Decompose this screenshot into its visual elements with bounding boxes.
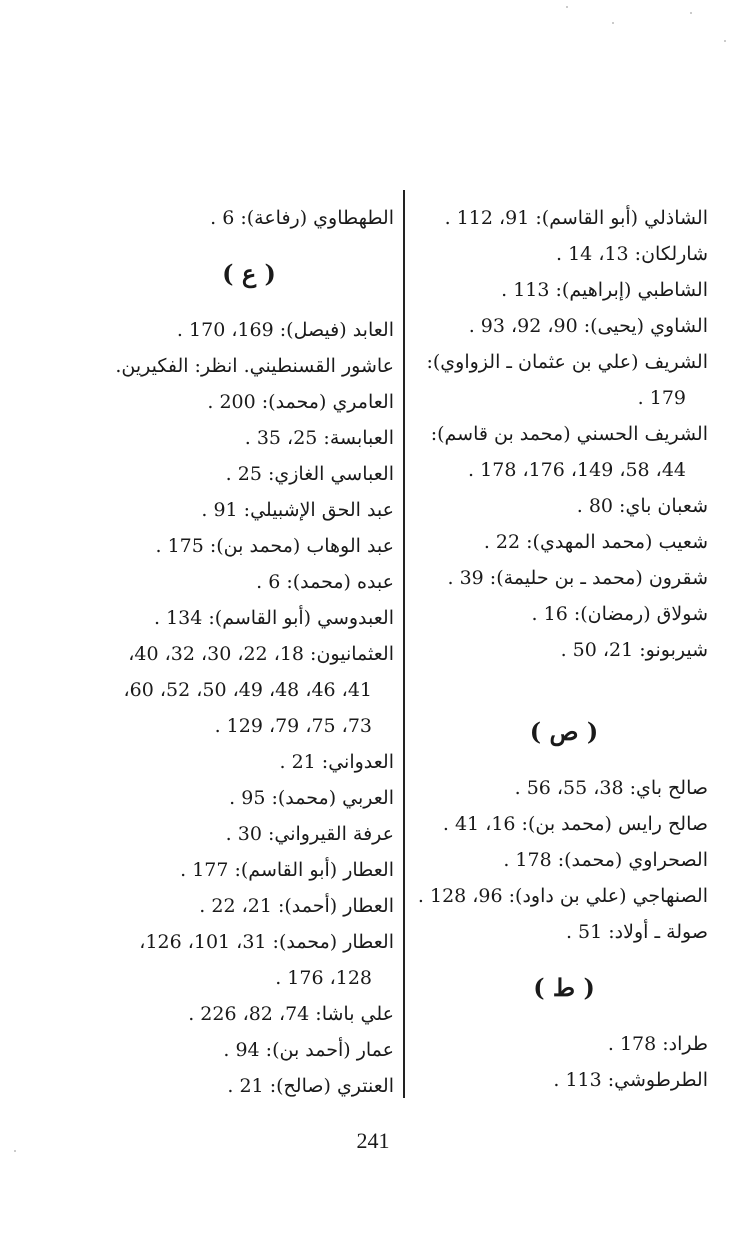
index-entry-line: الصنهاجي (علي بن داود): 96، 128 . <box>417 885 708 907</box>
index-entry-line: الطهطاوي (رفاعة): 6 . <box>210 207 394 229</box>
index-entry <box>104 600 394 636</box>
index-entry-line: العبابسة: 25، 35 . <box>244 427 394 449</box>
index-entry-line: العباسي الغازي: 25 . <box>225 463 394 485</box>
index-letter-heading: ( ص ) <box>529 717 599 746</box>
scan-speck <box>612 22 614 24</box>
index-entry <box>104 456 394 492</box>
index-entry <box>420 560 708 596</box>
index-entry <box>420 524 708 560</box>
index-column-left <box>104 200 394 1104</box>
index-entry-continuation: 44، 58، 149، 176، 178 . <box>468 459 686 481</box>
index-entry <box>104 744 394 780</box>
index-entry-line: شقرون (محمد ـ بن حليمة): 39 . <box>447 567 708 589</box>
index-entry <box>104 888 394 924</box>
index-entry-line: صالح باي: 38، 55، 56 . <box>514 777 708 799</box>
column-divider <box>403 190 405 1098</box>
index-entry <box>104 200 394 236</box>
index-entry-line: عاشور القسنطيني. انظر: الفكيرين. <box>115 355 394 377</box>
index-entry-line: العنتري (صالح): 21 . <box>227 1075 394 1097</box>
index-entry-line: الشاذلي (أبو القاسم): 91، 112 . <box>444 207 708 229</box>
index-entry-line: صولة ـ أولاد: 51 . <box>565 921 708 943</box>
index-entry <box>420 236 708 272</box>
index-entry-line: الشريف الحسني (محمد بن قاسم): <box>430 423 708 445</box>
index-entry-line: شولاق (رمضان): 16 . <box>531 603 708 625</box>
index-entry-line: العطار (أحمد): 21، 22 . <box>199 895 394 917</box>
index-entry <box>420 770 708 806</box>
index-letter-heading: ( ع ) <box>222 259 276 288</box>
index-entry-line: صالح رايس (محمد بن): 16، 41 . <box>442 813 708 835</box>
index-entry <box>104 1068 394 1104</box>
index-entry-line: شيربونو: 21، 50 . <box>560 639 708 661</box>
index-entry-continuation: 41، 46، 48، 49، 50، 52، 60، <box>123 679 372 701</box>
index-entry-line: العطار (محمد): 31، 101، 126، <box>139 931 394 953</box>
scan-speck <box>724 40 726 42</box>
scan-speck <box>14 1150 16 1152</box>
index-entry <box>420 632 708 668</box>
index-entry-line: شعبان باي: 80 . <box>576 495 708 517</box>
index-entry <box>420 1062 708 1098</box>
index-entry <box>104 780 394 816</box>
index-entry <box>104 312 394 348</box>
index-entry-line: الشريف (علي بن عثمان ـ الزواوي): <box>426 351 708 373</box>
index-letter-heading: ( ط ) <box>533 973 595 1002</box>
index-entry <box>104 852 394 888</box>
index-entry <box>104 564 394 600</box>
index-entry <box>104 420 394 456</box>
index-entry-line: العثمانيون: 18، 22، 30، 32، 40، <box>128 643 394 665</box>
index-entry <box>420 200 708 236</box>
scan-speck <box>690 12 692 14</box>
index-entry <box>420 806 708 842</box>
index-entry-line: الصحراوي (محمد): 178 . <box>503 849 708 871</box>
index-entry <box>420 596 708 632</box>
index-entry <box>104 996 394 1032</box>
index-entry-line: شارلكان: 13، 14 . <box>556 243 708 265</box>
index-entry <box>104 384 394 420</box>
index-entry <box>420 416 708 488</box>
index-entry-line: عبد الوهاب (محمد بن): 175 . <box>155 535 394 557</box>
index-entry-line: عبده (محمد): 6 . <box>256 571 394 593</box>
index-entry <box>420 1026 708 1062</box>
index-entry-line: شعيب (محمد المهدي): 22 . <box>483 531 708 553</box>
index-entry <box>104 1032 394 1068</box>
index-entry <box>104 528 394 564</box>
index-entry-line: العبدوسي (أبو القاسم): 134 . <box>154 607 394 629</box>
index-entry-line: عرفة القيرواني: 30 . <box>225 823 394 845</box>
index-entry-continuation: 128، 176 . <box>275 967 372 989</box>
index-entry-line: الطرطوشي: 113 . <box>553 1069 708 1091</box>
index-entry-line: العربي (محمد): 95 . <box>229 787 394 809</box>
index-entry-line: عبد الحق الإشبيلي: 91 . <box>201 499 394 521</box>
index-entry-line: العامري (محمد): 200 . <box>207 391 394 413</box>
index-entry <box>420 914 708 950</box>
index-entry <box>417 878 708 914</box>
index-entry-line: طراد: 178 . <box>607 1033 708 1055</box>
index-entry <box>420 488 708 524</box>
index-entry-continuation: 179 . <box>637 387 686 409</box>
index-column-right <box>417 200 708 1098</box>
index-entry-line: الشاطبي (إبراهيم): 113 . <box>501 279 708 301</box>
index-entry-line: عمار (أحمد بن): 94 . <box>223 1039 394 1061</box>
index-entry-line: العابد (فيصل): 169، 170 . <box>176 319 394 341</box>
index-entry-line: علي باشا: 74، 82، 226 . <box>188 1003 394 1025</box>
index-entry <box>104 924 394 996</box>
index-entry <box>420 344 708 416</box>
page-number: 241 <box>356 1128 390 1153</box>
index-entry <box>104 492 394 528</box>
index-entry-line: العدواني: 21 . <box>279 751 394 773</box>
index-entry <box>420 308 708 344</box>
index-entry-line: العطار (أبو القاسم): 177 . <box>180 859 394 881</box>
index-entry <box>104 348 394 384</box>
index-entry-line: الشاوي (يحيى): 90، 92، 93 . <box>468 315 708 337</box>
index-entry <box>420 842 708 878</box>
index-entry-continuation: 73، 75، 79، 129 . <box>214 715 372 737</box>
index-entry <box>420 272 708 308</box>
index-entry <box>104 816 394 852</box>
index-entry <box>104 636 394 744</box>
scan-speck <box>566 6 568 8</box>
